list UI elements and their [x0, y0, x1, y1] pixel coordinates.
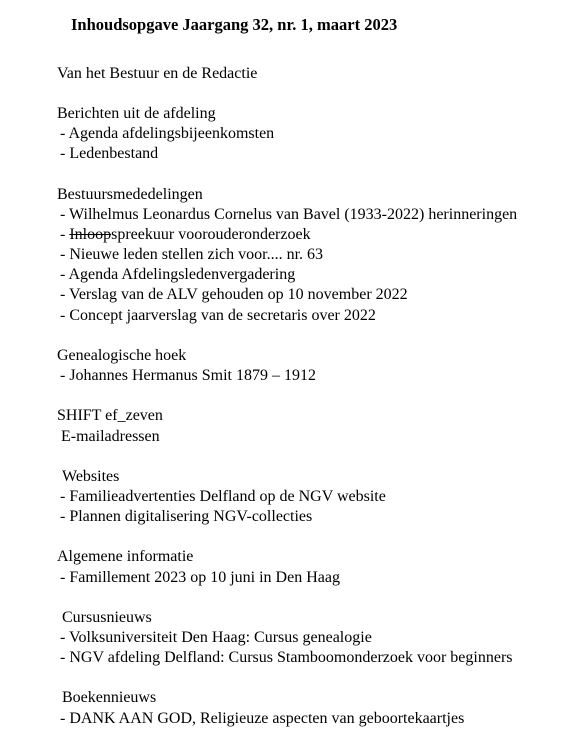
section-heading: Cursusnieuws [62, 609, 152, 626]
list-item: - Volksuniversiteit Den Haag: Cursus genealogie [60, 629, 372, 646]
list-item: E-mailadressen [61, 428, 160, 445]
list-item: - Famillement 2023 op 10 juni in Den Haag [60, 569, 340, 586]
section-heading: Van het Bestuur en de Redactie [57, 65, 258, 82]
list-item: - Plannen digitalisering NGV-collecties [60, 508, 313, 525]
list-item: - Agenda Afdelingsledenvergadering [60, 266, 296, 283]
list-item: - Ledenbestand [60, 145, 159, 162]
list-item: - NGV afdeling Delfland: Cursus Stamboomonderzoek voor beginners [60, 649, 513, 666]
list-item: - Johannes Hermanus Smit 1879 – 1912 [60, 367, 316, 384]
struck-text: Inloop [69, 226, 112, 243]
list-item: - Familieadvertenties Delfland op de NGV website [60, 488, 386, 505]
page-title: Inhoudsopgave Jaargang 32, nr. 1, maart 2023 [71, 15, 398, 34]
section-heading: Genealogische hoek [57, 347, 187, 364]
list-item: - Nieuwe leden stellen zich voor.... nr. 63 [60, 246, 324, 263]
list-item: - Verslag van de ALV gehouden op 10 november 2022 [60, 286, 408, 303]
section-heading: Bestuursmededelingen [57, 186, 203, 203]
list-item: - Agenda afdelingsbijeenkomsten [60, 125, 275, 142]
section-heading: Berichten uit de afdeling [57, 105, 216, 122]
list-item-text: spreekuur voorouderonderzoek [111, 226, 311, 243]
list-item: - Concept jaarverslag van de secretaris over 2022 [60, 307, 376, 324]
section-heading: Algemene informatie [57, 548, 194, 565]
list-item [60, 225, 311, 245]
list-item: - Wilhelmus Leonardus Cornelus van Bavel (1933-2022) herinneringen [60, 206, 518, 223]
list-item-dash: - [60, 226, 70, 243]
section-heading: Websites [62, 468, 120, 485]
list-item: - DANK AAN GOD, Religieuze aspecten van geboortekaartjes [60, 710, 465, 727]
section-heading: SHIFT ef_zeven [57, 407, 163, 424]
section-heading: Boekennieuws [62, 689, 157, 706]
